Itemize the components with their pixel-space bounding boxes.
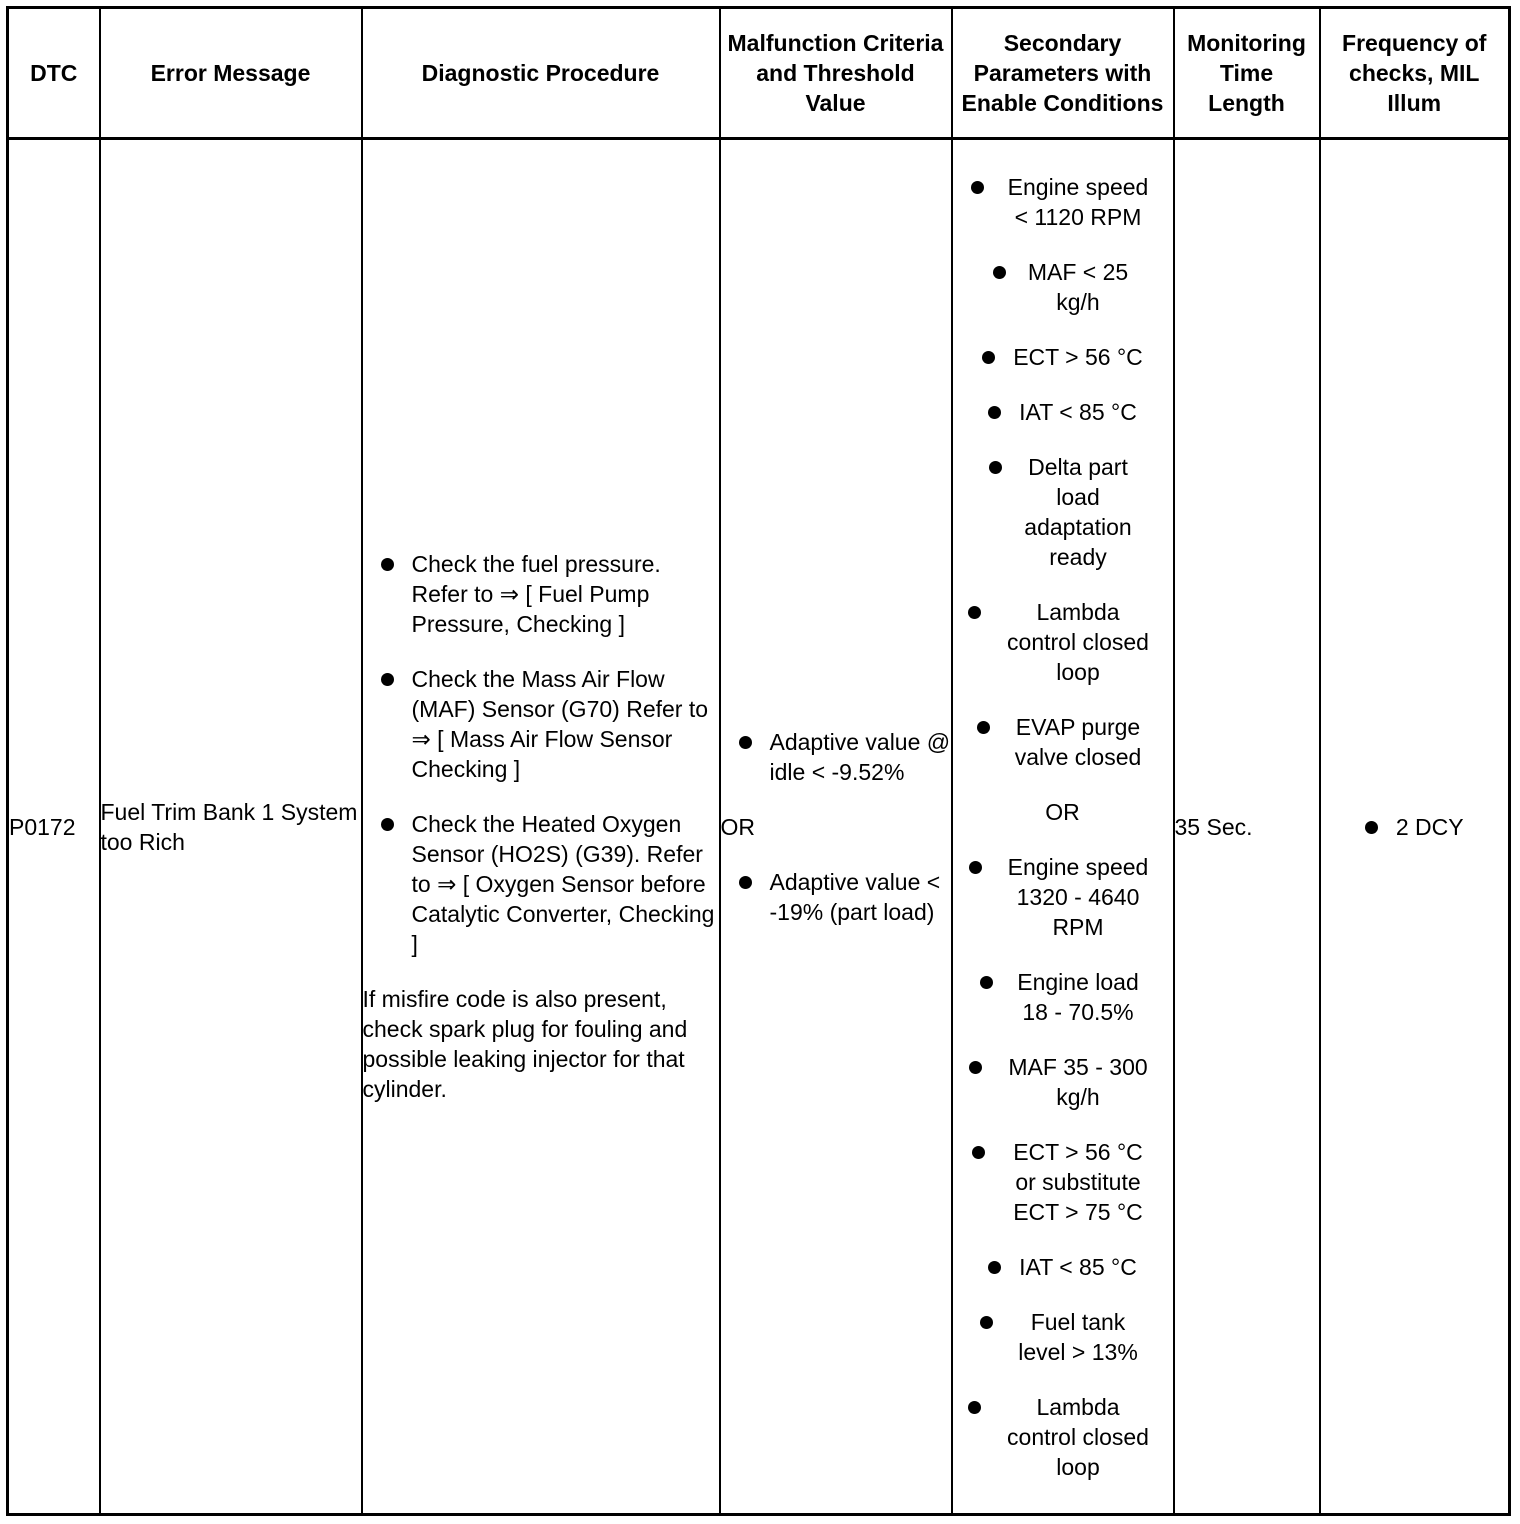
bullet-icon	[739, 876, 752, 889]
bullet-icon	[969, 861, 982, 874]
procedure-step	[363, 809, 719, 959]
secondary-param	[953, 172, 1173, 232]
secondary-param	[953, 712, 1173, 772]
criteria-item	[721, 727, 951, 787]
monitoring-time-text: 35 Sec.	[1174, 813, 1253, 840]
error-message-text: Fuel Trim Bank 1 System too Rich	[100, 798, 358, 855]
diagnostic-procedure-cell	[362, 139, 720, 1515]
header-frequency: Frequency of checks, MIL Illum	[1320, 8, 1510, 139]
bullet-icon	[968, 606, 981, 619]
secondary-param	[953, 967, 1173, 1027]
secondary-param-text: IAT < 85 °C	[1019, 1253, 1137, 1280]
bullet-icon	[988, 1261, 1001, 1274]
secondary-param	[953, 1392, 1173, 1482]
procedure-step-text: Check the fuel pressure. Refer to ⇒ [ Fuel Pump Pressure, Checking ]	[411, 551, 661, 637]
header-diagnostic-procedure: Diagnostic Procedure	[362, 8, 720, 139]
secondary-param-text: Fuel tank level > 13%	[1018, 1308, 1138, 1365]
secondary-param-text: EVAP purge valve closed	[1014, 713, 1142, 770]
bullet-icon	[989, 461, 1002, 474]
bullet-icon	[980, 976, 993, 989]
secondary-param-text: ECT > 56 °C or substitute ECT > 75 °C	[1013, 1138, 1143, 1225]
bullet-icon	[972, 1146, 985, 1159]
secondary-param-text: Lambda control closed loop	[1007, 1393, 1149, 1480]
frequency-cell	[1320, 139, 1510, 1515]
header-monitoring-time: Monitoring Time Length	[1174, 8, 1320, 139]
secondary-param-text: Engine speed < 1120 RPM	[1007, 173, 1149, 230]
header-error-message: Error Message	[100, 8, 362, 139]
procedure-note: If misfire code is also present, check spark plug for fouling and possible leaking injector for that cylinder.	[362, 986, 688, 1102]
secondary-param	[953, 452, 1173, 572]
dtc-cell	[8, 139, 100, 1515]
secondary-param	[953, 597, 1173, 687]
bullet-icon	[381, 558, 394, 571]
procedure-step	[363, 549, 719, 639]
secondary-param-text: Engine load 18 - 70.5%	[1017, 968, 1139, 1025]
header-dtc: DTC	[8, 8, 100, 139]
secondary-param-text: MAF 35 - 300 kg/h	[1008, 1053, 1148, 1110]
bullet-icon	[381, 818, 394, 831]
secondary-or: OR	[1045, 798, 1080, 825]
secondary-param	[953, 1252, 1173, 1282]
secondary-parameters-cell	[952, 139, 1174, 1515]
bullet-icon	[971, 181, 984, 194]
bullet-icon	[1365, 821, 1378, 834]
secondary-param	[953, 1052, 1173, 1112]
bullet-icon	[739, 736, 752, 749]
secondary-param-text: MAF < 25 kg/h	[1027, 258, 1129, 315]
secondary-param	[953, 1137, 1173, 1227]
procedure-step-text: Check the Heated Oxygen Sensor (HO2S) (G39). Refer to ⇒ [ Oxygen Sensor before Catalytic Converter, Checking ]	[411, 811, 715, 957]
secondary-param	[953, 852, 1173, 942]
secondary-param	[953, 1307, 1173, 1367]
criteria-or: OR	[720, 813, 755, 840]
secondary-param	[953, 342, 1173, 372]
header-malfunction-criteria: Malfunction Criteria and Threshold Value	[720, 8, 952, 139]
bullet-icon	[977, 721, 990, 734]
secondary-param-text: IAT < 85 °C	[1019, 398, 1137, 425]
bullet-icon	[982, 351, 995, 364]
monitoring-time-cell	[1174, 139, 1320, 1515]
error-message-cell	[100, 139, 362, 1515]
bullet-icon	[988, 406, 1001, 419]
secondary-param-text: Delta part load adaptation ready	[1024, 453, 1132, 570]
malfunction-criteria-cell	[720, 139, 952, 1515]
dtc-code: P0172	[9, 813, 76, 840]
frequency-text: 2 DCY	[1395, 813, 1464, 840]
procedure-step	[363, 664, 719, 784]
bullet-icon	[969, 1061, 982, 1074]
header-secondary-parameters: Secondary Parameters with Enable Conditions	[952, 8, 1174, 139]
secondary-param-text: ECT > 56 °C	[1013, 343, 1143, 370]
secondary-param	[953, 397, 1173, 427]
secondary-param-text: Lambda control closed loop	[1007, 598, 1149, 685]
criteria-text: Adaptive value @ idle < -9.52%	[769, 728, 951, 785]
bullet-icon	[980, 1316, 993, 1329]
secondary-param-text: Engine speed 1320 - 4640 RPM	[1007, 853, 1149, 940]
bullet-icon	[968, 1401, 981, 1414]
secondary-param	[953, 257, 1173, 317]
bullet-icon	[993, 266, 1006, 279]
bullet-icon	[381, 673, 394, 686]
procedure-step-text: Check the Mass Air Flow (MAF) Sensor (G70) Refer to ⇒ [ Mass Air Flow Sensor Checking ]	[411, 666, 709, 782]
table-row	[8, 139, 1510, 1515]
frequency-item	[1321, 812, 1509, 842]
dtc-table	[6, 6, 1511, 1516]
criteria-text: Adaptive value < -19% (part load)	[769, 868, 941, 925]
header-row	[8, 8, 1510, 139]
criteria-item	[721, 867, 951, 927]
